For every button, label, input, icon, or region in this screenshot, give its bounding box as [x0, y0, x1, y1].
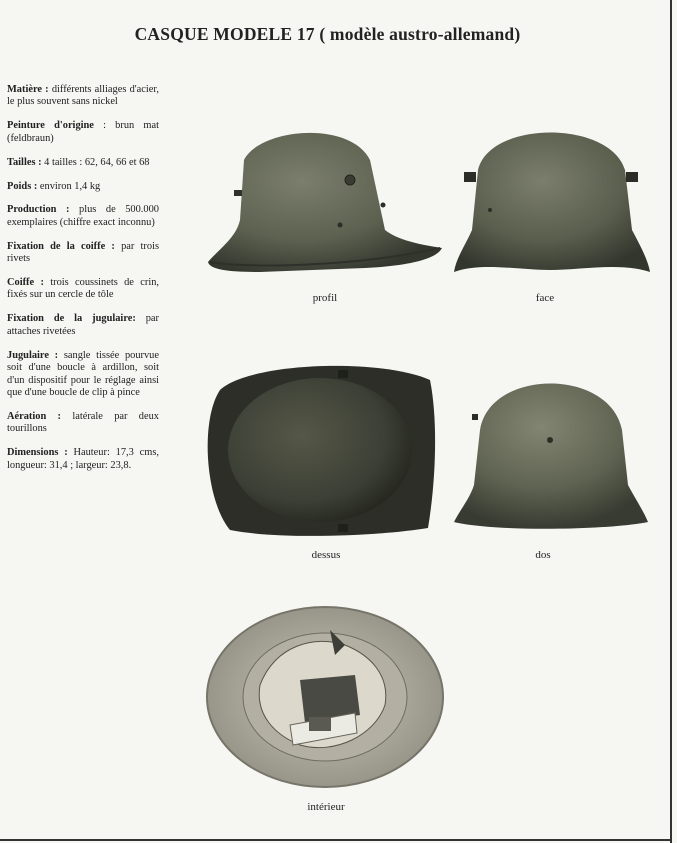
helmet-front-photo: [450, 120, 655, 280]
spec-value: sangle tissée pourvue soit d'une boucle à ardillon, soit d'un dispositif pour le réglage ainsi que d'une boucle de clip à pince: [7, 349, 159, 398]
spec-value: par attaches rivetées: [7, 313, 160, 337]
helmet-profile-photo: [200, 120, 450, 280]
spec-matiere: [7, 84, 159, 109]
spec-aeration: [7, 411, 159, 436]
helmet-top-photo: [200, 360, 440, 540]
spec-poids: [7, 181, 159, 193]
spec-jugulaire: [7, 350, 159, 400]
spec-label: Poids :: [7, 180, 38, 192]
caption-dessus: dessus: [311, 549, 341, 561]
spec-label: Tailles :: [7, 156, 42, 168]
spec-dimensions: [7, 447, 159, 472]
spec-label: Fixation de la jugulaire:: [7, 313, 136, 325]
page-title: CASQUE MODELE 17 ( modèle austro-allemand): [134, 24, 521, 44]
spec-label: Dimensions :: [7, 447, 68, 459]
spec-value: Hauteur: 17,3 cms, longueur: 31,4 ; largeur: 23,8.: [7, 447, 159, 471]
spec-label: Jugulaire :: [7, 349, 59, 361]
specifications-list: [7, 84, 159, 483]
spec-label: Fixation de la coiffe :: [7, 240, 115, 252]
spec-value: latérale par deux tourillons: [7, 410, 160, 435]
caption-profil: profil: [312, 292, 338, 304]
spec-peinture: [7, 120, 159, 145]
spec-label: Matière :: [7, 84, 49, 95]
spec-fixation-coiffe: [7, 241, 159, 266]
helmet-interior-photo: [205, 605, 445, 790]
spec-label: Production :: [7, 204, 70, 216]
spec-value: environ 1,4 kg: [37, 180, 101, 192]
spec-tailles: [7, 157, 159, 169]
spec-fixation-jugulaire: [7, 313, 159, 338]
caption-dos: dos: [535, 549, 551, 561]
spec-value: trois coussinets de crin, fixés sur un cercle de tôle: [7, 277, 159, 301]
spec-label: Peinture d'origine: [7, 120, 94, 132]
spec-label: Coiffe :: [7, 277, 44, 289]
caption-interieur: intérieur: [307, 801, 345, 813]
spec-value: : brun mat (feldbraun): [7, 120, 159, 144]
page-border-right: [670, 0, 672, 843]
spec-label: Aération :: [7, 410, 62, 422]
spec-value: par trois rivets: [7, 240, 159, 265]
spec-production: [7, 204, 159, 229]
spec-coiffe: [7, 277, 159, 302]
spec-value: différents alliages d'acier, le plus souvent sans nickel: [7, 84, 159, 108]
spec-value: 4 tailles : 62, 64, 66 et 68: [41, 156, 150, 168]
helmet-back-photo: [450, 370, 655, 535]
spec-value: plus de 500.000 exemplaires (chiffre exact inconnu): [7, 204, 159, 228]
caption-face: face: [535, 292, 555, 304]
page-border-bottom: [0, 839, 672, 841]
